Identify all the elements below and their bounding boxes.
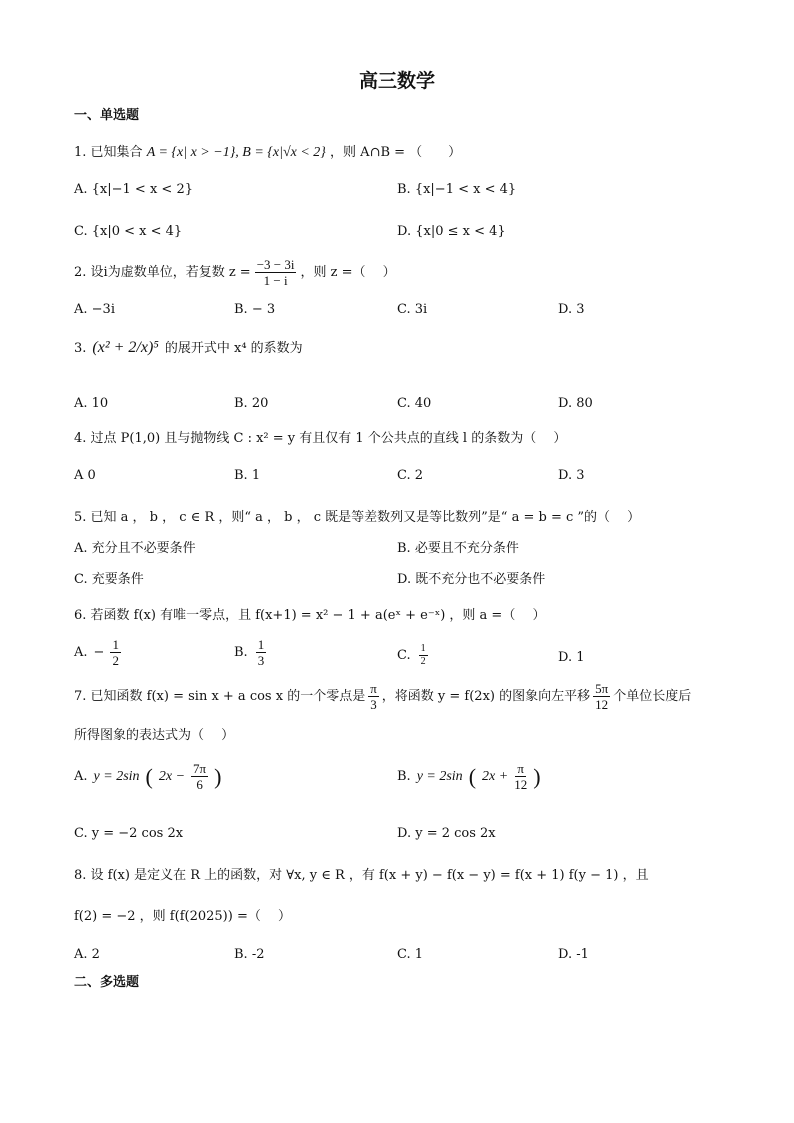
section-heading-single-choice: 一、单选题 <box>74 108 140 123</box>
question-7-option-a[interactable] <box>74 762 221 791</box>
question-2-stem <box>74 258 396 287</box>
question-8-option-c[interactable]: C. 1 <box>397 947 424 962</box>
question-3-suffix: 的展开式中 x⁴ 的系数为 <box>164 340 303 356</box>
question-2-suffix: ，则 z =（ ） <box>300 265 396 280</box>
option-b-inner: 2x + <box>482 768 509 784</box>
question-8-stem-line1: 8. 设 f(x) 是定义在 R 上的函数，对 ∀x, y ∈ R ，有 f(x + y) − f(x − y) = f(x + 1) f(y − 1) ，且 <box>74 868 649 883</box>
fraction-numerator: −3 − 3i <box>256 257 295 272</box>
question-6-option-a[interactable] <box>74 638 121 667</box>
question-5-option-a[interactable]: A. 充分且不必要条件 <box>74 541 196 556</box>
fraction-numerator: π <box>370 681 377 696</box>
question-3-option-c[interactable]: C. 40 <box>397 396 432 411</box>
question-2-option-d[interactable]: D. 3 <box>558 302 585 317</box>
question-4-option-a[interactable]: A 0 <box>74 468 96 483</box>
question-7-fraction-2 <box>593 682 610 711</box>
section-heading-multiple-choice: 二、多选题 <box>74 975 140 990</box>
question-7-option-b[interactable] <box>397 762 541 791</box>
option-a-math: y = 2sin <box>93 768 140 784</box>
question-1-option-a[interactable]: A. {x|−1 < x < 2} <box>74 182 193 197</box>
question-4-option-b[interactable]: B. 1 <box>234 468 261 483</box>
question-1-option-c[interactable]: C. {x|0 < x < 4} <box>74 224 183 239</box>
question-7-stem-line2: 所得图象的表达式为（ ） <box>74 728 235 743</box>
fraction-numerator: 7π <box>193 761 207 776</box>
question-3-prefix: 3. <box>74 340 87 356</box>
fraction-denominator: 6 <box>196 777 203 792</box>
question-4-option-d[interactable]: D. 3 <box>558 468 585 483</box>
question-3-option-b[interactable]: B. 20 <box>234 396 269 411</box>
option-a-fraction <box>110 638 121 667</box>
fraction-denominator: 12 <box>514 777 528 792</box>
question-7-option-d[interactable]: D. y = 2 cos 2x <box>397 826 496 841</box>
question-7-fraction-1 <box>368 682 379 711</box>
option-b-fraction <box>514 762 527 791</box>
option-c-label: C. <box>397 648 411 663</box>
question-2-option-a[interactable]: A. −3i <box>74 302 115 317</box>
minus-sign: − <box>93 645 105 660</box>
question-2-option-c[interactable]: C. 3i <box>397 302 428 317</box>
fraction-numerator: 1 <box>420 643 426 654</box>
right-paren: ) <box>533 763 541 789</box>
question-5-stem: 5. 已知 a ， b ， c ∈ R ，则“ a ， b ， c 既是等差数列又是等比数列”是“ a = b = c ”的（ ） <box>74 510 641 525</box>
question-2-option-b[interactable]: B. − 3 <box>234 302 276 317</box>
option-b-label: B. <box>397 769 411 784</box>
question-4-stem: 4. 过点 P(1,0) 且与抛物线 C : x² = y 有且仅有 1 个公共点的直线 l 的条数为（ ） <box>74 431 567 446</box>
question-1-stem <box>74 146 461 160</box>
question-3-stem <box>74 340 303 356</box>
question-6-option-d[interactable]: D. 1 <box>558 650 585 665</box>
fraction-denominator: 12 <box>595 697 609 712</box>
page-title: 高三数学 <box>358 70 435 92</box>
question-7-option-c[interactable]: C. y = −2 cos 2x <box>74 826 184 841</box>
right-paren: ) <box>214 763 222 789</box>
fraction-denominator: 2 <box>112 653 119 668</box>
question-5-option-b[interactable]: B. 必要且不充分条件 <box>397 541 519 556</box>
fraction-denominator: 2 <box>420 656 426 667</box>
option-a-fraction <box>191 762 208 791</box>
question-5-option-d[interactable]: D. 既不充分也不必要条件 <box>397 572 546 587</box>
left-paren: ( <box>468 763 477 789</box>
fraction-denominator: 3 <box>257 653 265 668</box>
question-2-fraction <box>255 258 297 287</box>
fraction-numerator: 5π <box>595 681 609 696</box>
question-8-option-b[interactable]: B. -2 <box>234 947 265 962</box>
question-4-option-c[interactable]: C. 2 <box>397 468 424 483</box>
question-1-prefix: 1. 已知集合 <box>74 145 143 160</box>
question-6-stem: 6. 若函数 f(x) 有唯一零点，且 f(x+1) = x² − 1 + a(eˣ + e⁻ˣ) ，则 a =（ ） <box>74 608 546 623</box>
question-7-part3: 个单位长度后 <box>613 689 692 704</box>
option-a-inner: 2x − <box>158 768 186 784</box>
question-3-option-d[interactable]: D. 80 <box>558 396 593 411</box>
fraction-denominator: 1 − i <box>263 273 288 288</box>
option-a-label: A. <box>74 645 88 660</box>
fraction-denominator: 3 <box>370 697 377 712</box>
question-1-option-b[interactable]: B. {x|−1 < x < 4} <box>397 182 517 197</box>
question-7-part1: 7. 已知函数 f(x) = sin x + a cos x 的一个零点是 <box>74 689 366 704</box>
fraction-numerator: π <box>517 761 524 776</box>
fraction-numerator: 1 <box>257 637 265 652</box>
question-8-stem-line2: f(2) = −2 ，则 f(f(2025)) =（ ） <box>74 909 291 924</box>
question-1-suffix: ，则 A∩B = （ ） <box>330 145 462 160</box>
option-b-fraction <box>256 638 267 667</box>
question-8-option-a[interactable]: A. 2 <box>74 947 100 962</box>
option-a-label: A. <box>74 769 88 784</box>
option-b-label: B. <box>234 645 248 660</box>
question-7-part2: ，将函数 y = f(2x) 的图象向左平移 <box>381 689 591 704</box>
question-8-option-d[interactable]: D. -1 <box>558 947 589 962</box>
question-1-option-d[interactable]: D. {x|0 ≤ x < 4} <box>397 224 506 239</box>
left-paren: ( <box>145 763 153 789</box>
question-3-math: (x² + 2/x)⁵ <box>92 339 159 356</box>
question-2-prefix: 2. 设i为虚数单位，若复数 z = <box>74 265 251 280</box>
question-3-option-a[interactable]: A. 10 <box>74 396 109 411</box>
question-6-option-c[interactable] <box>397 644 428 667</box>
question-5-option-c[interactable]: C. 充要条件 <box>74 572 144 587</box>
question-1-math: A = {x| x > −1}, B = {x|√x < 2} <box>146 145 326 160</box>
question-7-stem-line1 <box>74 682 691 711</box>
option-b-math: y = 2sin <box>416 768 463 784</box>
option-c-fraction <box>419 644 428 667</box>
question-6-option-b[interactable] <box>234 638 266 667</box>
fraction-numerator: 1 <box>112 637 119 652</box>
